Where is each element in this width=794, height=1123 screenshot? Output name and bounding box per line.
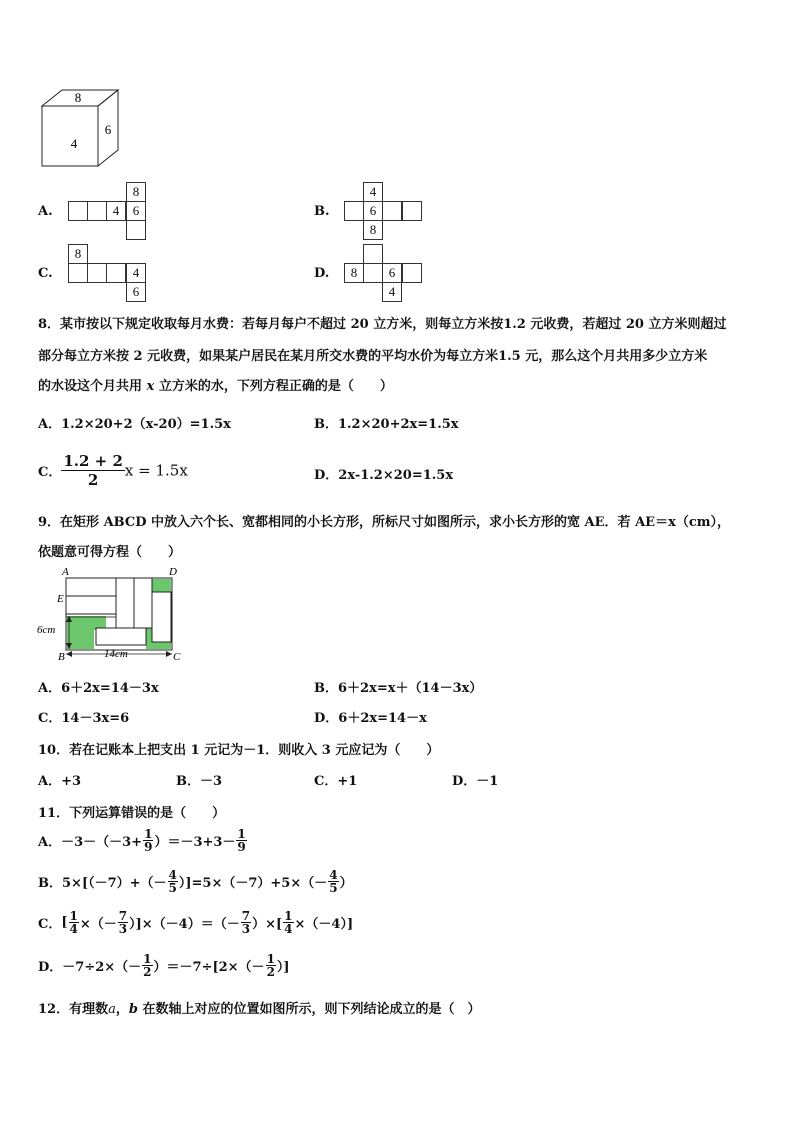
q10-stem: 10．若在记账本上把支出 1 元记为－1．则收入 3 元应记为（ ） (38, 743, 440, 758)
fig-label-b: B (58, 651, 65, 663)
q9-rectangle-figure (36, 562, 186, 664)
q7-option-d-label[interactable]: D. (314, 266, 330, 281)
net-cell: 8 (68, 244, 88, 264)
cube-figure (38, 86, 128, 170)
q8-option-a[interactable]: A．1.2×20+2（x-20）=1.5x (38, 417, 231, 432)
fraction: $\frac{4}{5}$ (168, 868, 177, 895)
net-cell (402, 263, 422, 283)
q10-option-c[interactable]: C．+1 (314, 774, 358, 789)
q10-option-a[interactable]: A．+3 (38, 774, 82, 789)
q8-stem-line1: 8．某市按以下规定收取每月水费：若每月每户不超过 20 立方米，则每立方米按1.2 元收费，若超过 20 立方米则超过 (38, 317, 727, 332)
net-cell: 4 (382, 282, 402, 302)
q10-option-b[interactable]: B．－3 (176, 774, 223, 789)
fig-label-width: 14cm (104, 648, 128, 660)
q9-stem-line1: 9．在矩形 ABCD 中放入六个长、宽都相同的小长方形，所标尺寸如图所示，求小长方形的宽 AE．若 AE＝x（cm）， (38, 515, 730, 530)
fraction: $\frac{7}{3}$ (118, 909, 128, 936)
q9-option-a[interactable]: A．6＋2x=14－3x (38, 681, 159, 696)
q11-option-b[interactable]: B．5×[（－7）+（－ $\frac{4}{5}$ ）]=5×（－7）+5×（－ $\frac{4}{5}$ ） (38, 868, 353, 895)
fraction: $\frac{1}{4}$ (284, 909, 293, 936)
cube-right-label: 6 (104, 122, 112, 137)
fig-label-height: 6cm (37, 624, 56, 636)
q9-option-b[interactable]: B．6＋2x=x＋（14－3x） (314, 681, 483, 696)
net-cell: 4 (126, 263, 146, 283)
q9-option-c[interactable]: C．14－3x=6 (38, 711, 130, 726)
net-cell (382, 201, 402, 221)
fraction: $\frac{4}{5}$ (329, 868, 338, 895)
fraction: $\frac{1}{4}$ (69, 909, 78, 936)
net-cell: 6 (126, 201, 146, 221)
q7-option-c-label[interactable]: C. (38, 266, 53, 281)
net-cell (126, 220, 146, 240)
q11-option-d[interactable]: D．－7÷2×（－ $\frac{1}{2}$ ）＝－7÷[2×（－ $\frac{1}{2}$ ）] (38, 952, 290, 979)
fraction: $\frac{1}{2}$ (266, 952, 275, 979)
q9-option-d[interactable]: D．6＋2x=14－x (314, 711, 427, 726)
net-cell: 4 (106, 201, 126, 221)
fig-label-d: D (169, 566, 177, 578)
cube-front-label: 4 (70, 136, 78, 151)
net-cell: 8 (344, 263, 364, 283)
fraction: $\frac{7}{3}$ (241, 909, 251, 936)
q9-stem-line2: 依题意可得方程（ ） (38, 545, 182, 560)
net-cell: 4 (363, 182, 383, 202)
net-cell: 6 (363, 201, 383, 221)
fig-label-c: C (173, 651, 181, 663)
net-cell (87, 201, 107, 221)
fraction: $\frac{1}{2}$ (143, 952, 152, 979)
net-cell (87, 263, 107, 283)
q12-stem: 12．有理数a，b 在数轴上对应的位置如图所示，则下列结论成立的是（ ） (38, 1002, 481, 1017)
fraction: $\frac{1}{9}$ (237, 827, 246, 854)
net-cell (106, 263, 126, 283)
cube-top-label: 8 (74, 90, 82, 105)
q7-option-a-label[interactable]: A. (38, 204, 53, 219)
net-cell (363, 263, 383, 283)
net-cell (344, 201, 364, 221)
q10-option-d[interactable]: D．－1 (452, 774, 499, 789)
q7-option-b-label[interactable]: B. (314, 204, 330, 219)
net-cell (363, 244, 383, 264)
q8-stem-line3: 的水设这个月共用 x 立方米的水，下列方程正确的是（ ） (38, 379, 393, 394)
net-cell: 8 (363, 220, 383, 240)
net-cell (68, 263, 88, 283)
q11-option-a[interactable]: A．－3－（－3+ $\frac{1}{9}$ ）＝－3+3－ $\frac{1}{9}$ (38, 827, 246, 854)
q8-option-b[interactable]: B．1.2×20+2x=1.5x (314, 417, 459, 432)
q11-option-c[interactable]: C．[ $\frac{1}{4}$ ×（－ $\frac{7}{3}$ ）]×（－4）＝（－ $\frac{7}{3}$ ）×[ $\frac{1}{4}$ ×（－4）] (38, 909, 354, 936)
net-cell: 6 (382, 263, 402, 283)
net-cell (68, 201, 88, 221)
fig-label-e: E (57, 593, 64, 605)
q8-option-d[interactable]: D．2x-1.2×20=1.5x (314, 468, 454, 483)
fraction: $\frac{1}{9}$ (144, 827, 153, 854)
fig-label-a: A (62, 566, 69, 578)
net-cell: 8 (126, 182, 146, 202)
net-cell (402, 201, 422, 221)
q11-stem: 11．下列运算错误的是（ ） (38, 806, 226, 821)
q8-option-c[interactable]: C． $\frac{1.2 + 2}{2}$ x = 1.5x (38, 452, 188, 489)
net-cell: 6 (126, 282, 146, 302)
fraction: $\frac{1.2 + 2}{2}$ (63, 452, 123, 489)
q8-stem-line2: 部分每立方米按 2 元收费，如果某户居民在某月所交水费的平均水价为每立方米1.5 元，那么这个月共用多少立方米 (38, 349, 708, 364)
